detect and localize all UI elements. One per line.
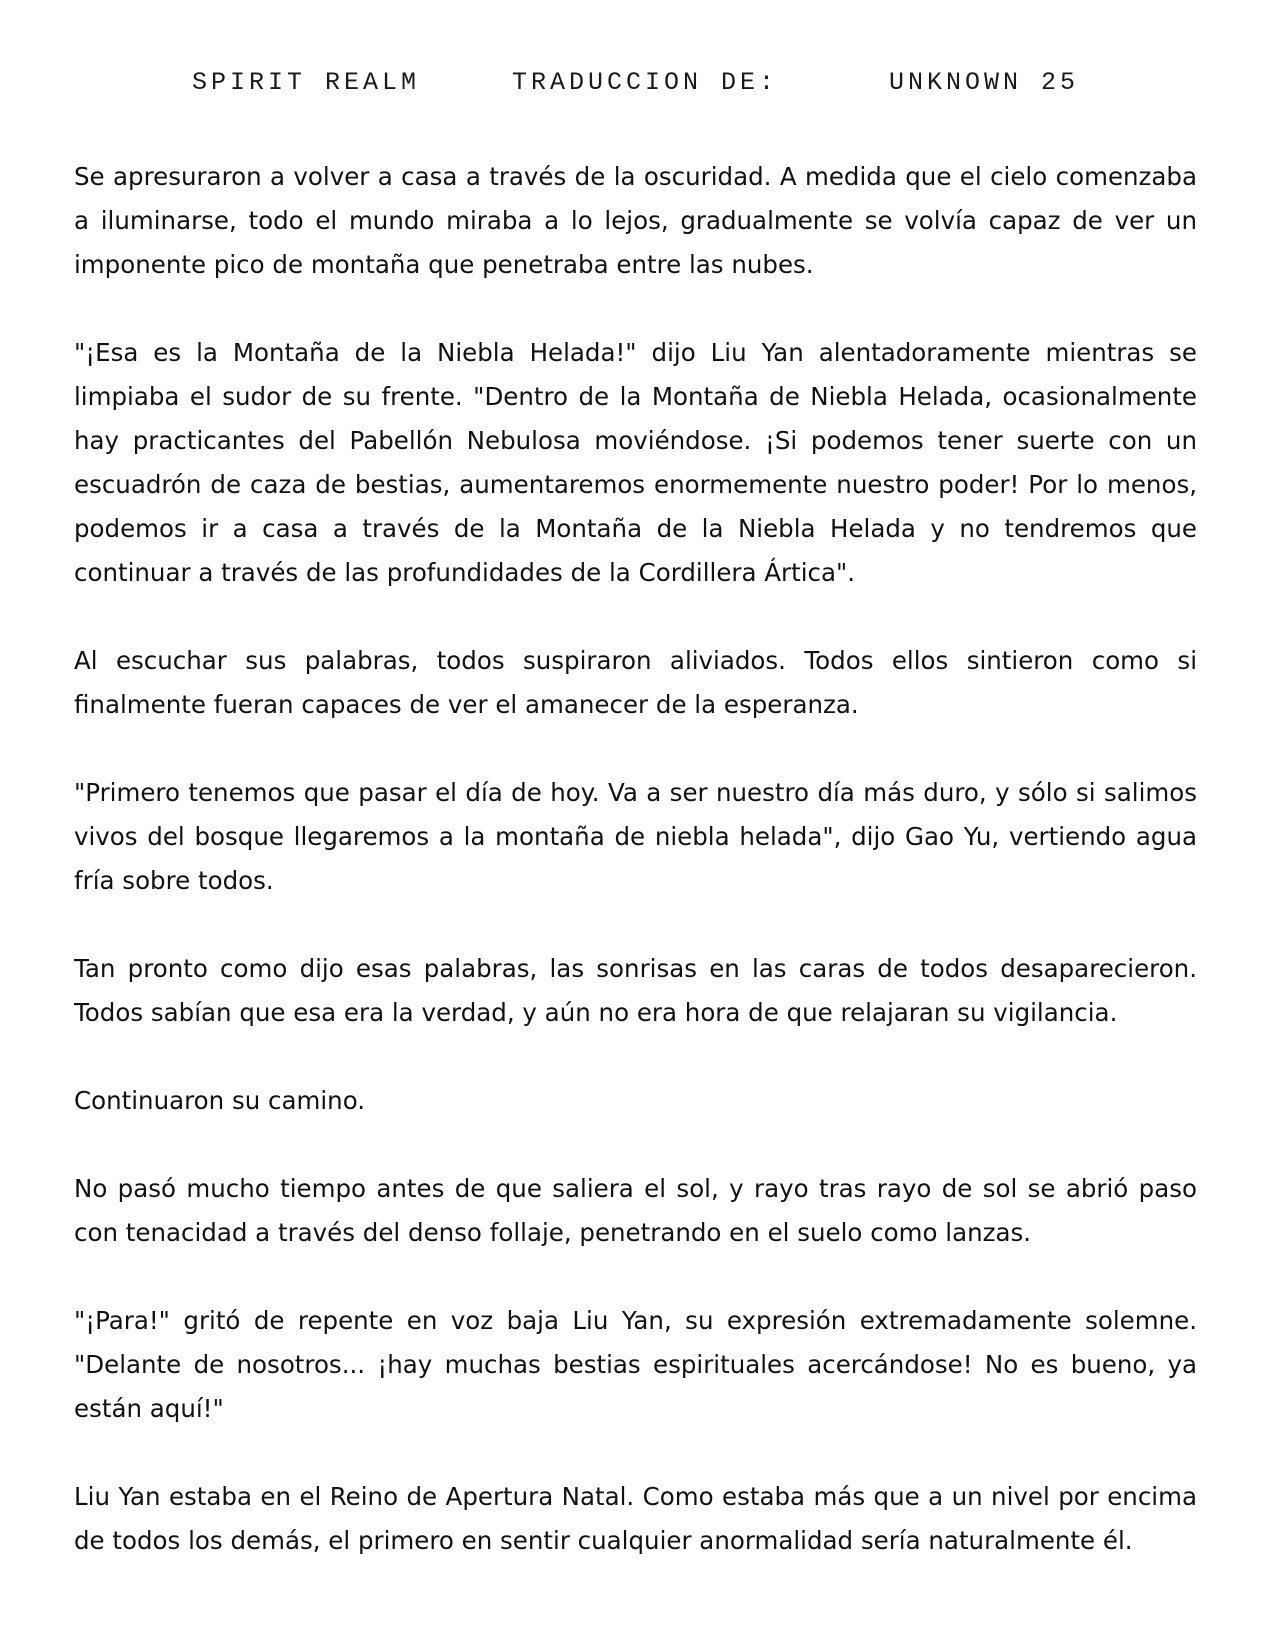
paragraph: Tan pronto como dijo esas palabras, las sonrisas en las caras de todos desaparecieron. Todos sabían que esa era la verdad, y aún no era hora de que relajaran su vigilancia. (74, 954, 1197, 1027)
page-header (0, 68, 1275, 108)
paragraph: "Primero tenemos que pasar el día de hoy. Va a ser nuestro día más duro, y sólo si salimos vivos del bosque llegaremos a la montaña de niebla helada", dijo Gao Yu, vertiendo agua fría sobre todos. (74, 778, 1197, 895)
header-translator-name: UNKNOWN 25 (889, 68, 1080, 97)
paragraph: Se apresuraron a volver a casa a través de la oscuridad. A medida que el cielo comenzaba a iluminarse, todo el mundo miraba a lo lejos, gradualmente se volvía capaz de ver un imponente pico de montaña que penetraba entre las nubes. (74, 162, 1197, 279)
paragraph: No pasó mucho tiempo antes de que saliera el sol, y rayo tras rayo de sol se abrió paso con tenacidad a través del denso follaje, penetrando en el suelo como lanzas. (74, 1174, 1197, 1247)
chapter-body (74, 155, 1197, 1607)
paragraph: Liu Yan estaba en el Reino de Apertura Natal. Como estaba más que a un nivel por encima de todos los demás, el primero en sentir cualquier anormalidad sería naturalmente él. (74, 1482, 1197, 1555)
paragraph: Continuaron su camino. (74, 1086, 366, 1115)
paragraph: "¡Esa es la Montaña de la Niebla Helada!" dijo Liu Yan alentadoramente mientras se limpiaba el sudor de su frente. "Dentro de la Montaña de Niebla Helada, ocasionalmente hay practicantes del Pabellón Nebulosa moviéndose. ¡Si podemos tener suerte con un escuadrón de caza de bestias, aumentaremos enormemente nuestro poder! Por lo menos, podemos ir a casa a través de la Montaña de la Niebla Helada y no tendremos que continuar a través de las profundidades de la Cordillera Ártica". (74, 338, 1197, 587)
paragraph: "¡Para!" gritó de repente en voz baja Liu Yan, su expresión extremadamente solemne. "Delante de nosotros... ¡hay muchas bestias espirituales acercándose! No es bueno, ya están aquí!" (74, 1306, 1197, 1423)
header-series-title: SPIRIT REALM (192, 68, 421, 97)
header-translation-label: TRADUCCION DE: (512, 68, 779, 97)
paragraph: Al escuchar sus palabras, todos suspiraron aliviados. Todos ellos sintieron como si finalmente fueran capaces de ver el amanecer de la esperanza. (74, 646, 1197, 719)
